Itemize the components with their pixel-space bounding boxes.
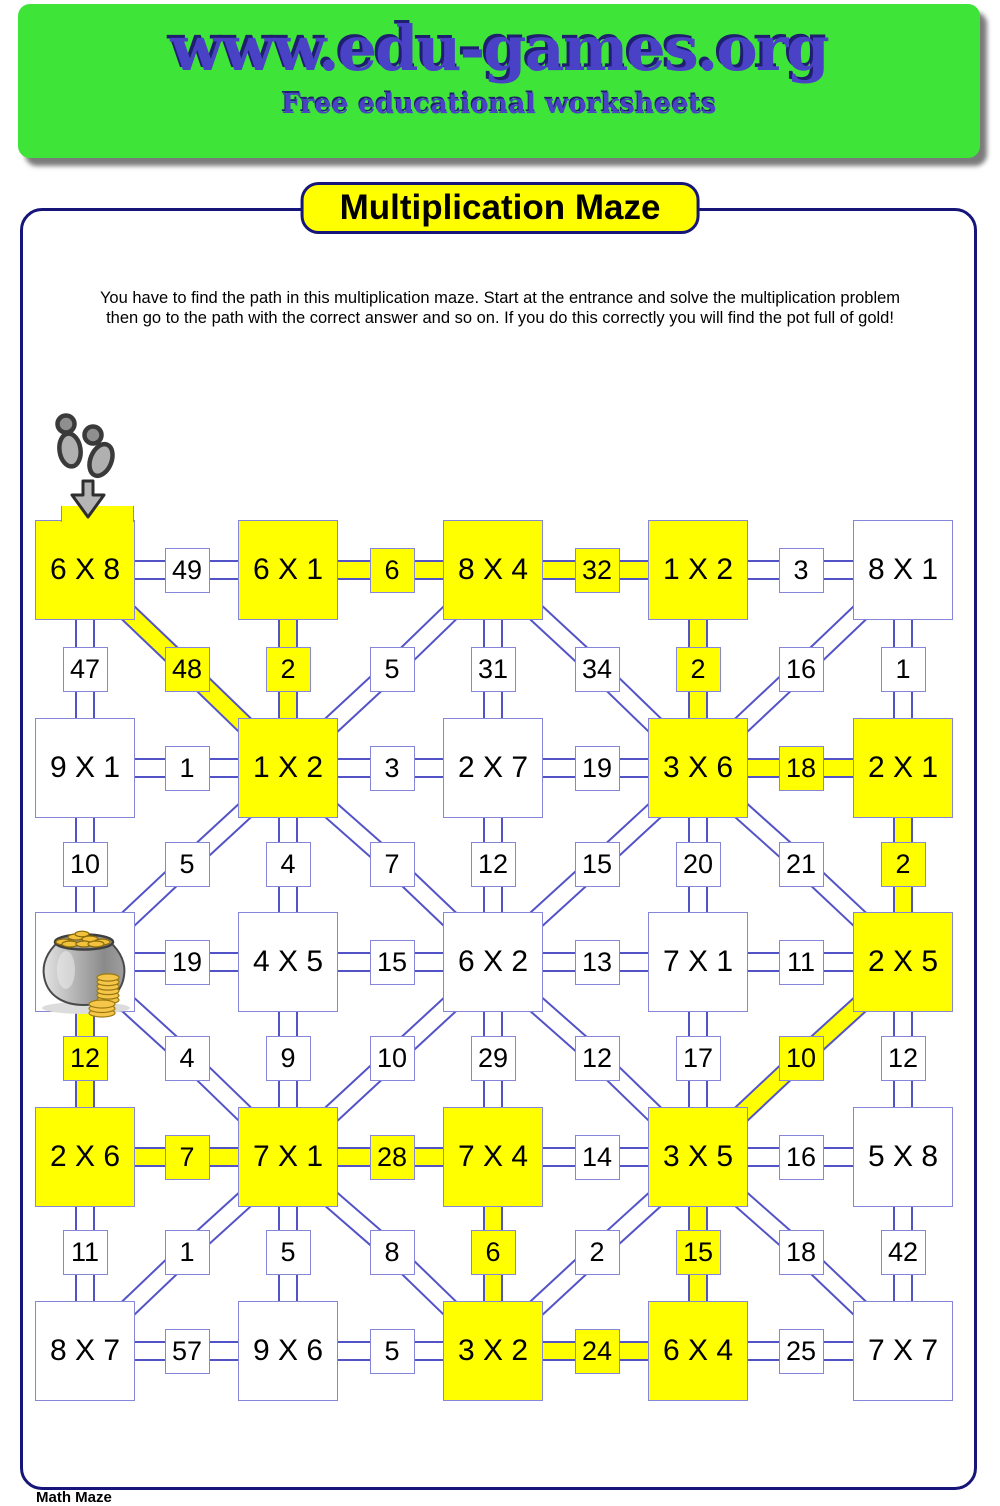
maze-answer-cell-v-3-3: 29 <box>471 1036 516 1081</box>
maze-answer-cell-v-2-5: 2 <box>881 842 926 887</box>
maze-problem-cell-4-1: 2 X 6 <box>35 1107 135 1207</box>
maze-answer-cell-h-3-1: 19 <box>165 940 210 985</box>
maze-answer-cell-v-4-5: 42 <box>881 1230 926 1275</box>
maze-answer-cell-h-3-3: 13 <box>575 940 620 985</box>
maze-answer-cell-v-3-1: 12 <box>63 1036 108 1081</box>
maze-answer-cell-d-2-3: 15 <box>575 842 620 887</box>
down-arrow-icon <box>68 478 108 520</box>
maze-answer-cell-v-1-3: 31 <box>471 647 516 692</box>
maze-answer-cell-v-1-1: 47 <box>63 647 108 692</box>
maze-problem-cell-4-3: 7 X 4 <box>443 1107 543 1207</box>
maze-problem-cell-5-4: 6 X 4 <box>648 1301 748 1401</box>
maze-problem-cell-4-2: 7 X 1 <box>238 1107 338 1207</box>
maze-answer-cell-v-1-2: 2 <box>266 647 311 692</box>
maze-answer-cell-h-1-4: 3 <box>779 548 824 593</box>
maze-answer-cell-d-1-2: 5 <box>370 647 415 692</box>
maze-answer-cell-v-2-1: 10 <box>63 842 108 887</box>
maze-problem-cell-2-3: 2 X 7 <box>443 718 543 818</box>
maze-problem-cell-5-3: 3 X 2 <box>443 1301 543 1401</box>
maze-answer-cell-d-4-1: 1 <box>165 1230 210 1275</box>
maze-answer-cell-d-2-4: 21 <box>779 842 824 887</box>
maze-problem-cell-2-1: 9 X 1 <box>35 718 135 818</box>
pot-of-gold-icon <box>36 918 140 1018</box>
maze-problem-cell-3-5: 2 X 5 <box>853 912 953 1012</box>
maze-answer-cell-d-3-1: 4 <box>165 1036 210 1081</box>
maze-problem-cell-4-5: 5 X 8 <box>853 1107 953 1207</box>
maze-problem-cell-5-2: 9 X 6 <box>238 1301 338 1401</box>
maze-problem-cell-5-1: 8 X 7 <box>35 1301 135 1401</box>
maze-answer-cell-d-3-3: 12 <box>575 1036 620 1081</box>
maze-answer-cell-h-4-1: 7 <box>165 1135 210 1180</box>
maze-answer-cell-d-1-3: 34 <box>575 647 620 692</box>
maze-answer-cell-v-2-4: 20 <box>676 842 721 887</box>
site-title: www.edu-games.org <box>170 12 828 85</box>
maze-answer-cell-v-3-2: 9 <box>266 1036 311 1081</box>
maze-answer-cell-h-2-2: 3 <box>370 746 415 791</box>
maze-answer-cell-v-3-4: 17 <box>676 1036 721 1081</box>
maze-answer-cell-h-4-4: 16 <box>779 1135 824 1180</box>
maze-problem-cell-1-2: 6 X 1 <box>238 520 338 620</box>
maze-answer-cell-h-4-2: 28 <box>370 1135 415 1180</box>
site-banner <box>18 4 980 158</box>
maze-answer-cell-d-2-1: 5 <box>165 842 210 887</box>
maze-problem-cell-2-4: 3 X 6 <box>648 718 748 818</box>
maze-problem-cell-3-4: 7 X 1 <box>648 912 748 1012</box>
maze-answer-cell-v-2-3: 12 <box>471 842 516 887</box>
maze-answer-cell-d-3-4: 10 <box>779 1036 824 1081</box>
maze-problem-cell-1-5: 8 X 1 <box>853 520 953 620</box>
maze-problem-cell-3-2: 4 X 5 <box>238 912 338 1012</box>
maze-problem-cell-5-5: 7 X 7 <box>853 1301 953 1401</box>
maze-answer-cell-h-5-1: 57 <box>165 1329 210 1374</box>
maze-answer-cell-h-4-3: 14 <box>575 1135 620 1180</box>
site-tagline: Free educational worksheets <box>281 89 717 120</box>
maze-answer-cell-h-5-2: 5 <box>370 1329 415 1374</box>
maze-answer-cell-h-2-3: 19 <box>575 746 620 791</box>
maze-answer-cell-d-1-4: 16 <box>779 647 824 692</box>
maze-answer-cell-h-1-3: 32 <box>575 548 620 593</box>
maze-answer-cell-h-2-4: 18 <box>779 746 824 791</box>
maze-answer-cell-d-1-1: 48 <box>165 647 210 692</box>
instructions-text <box>40 288 960 328</box>
maze-answer-cell-d-4-3: 2 <box>575 1230 620 1275</box>
maze-answer-cell-d-3-2: 10 <box>370 1036 415 1081</box>
maze-answer-cell-h-1-2: 6 <box>370 548 415 593</box>
instructions-line-1: You have to find the path in this multiplication maze. Start at the entrance and solve the multiplication problem <box>99 289 901 307</box>
maze-problem-cell-4-4: 3 X 5 <box>648 1107 748 1207</box>
maze-answer-cell-v-4-2: 5 <box>266 1230 311 1275</box>
maze-answer-cell-d-2-2: 7 <box>370 842 415 887</box>
maze-answer-cell-h-5-4: 25 <box>779 1329 824 1374</box>
instructions-line-2: then go to the path with the correct answer and so on. If you do this correctly you will find the pot full of gold! <box>106 309 894 327</box>
maze-answer-cell-v-4-3: 6 <box>471 1230 516 1275</box>
maze-answer-cell-v-2-2: 4 <box>266 842 311 887</box>
maze-problem-cell-1-3: 8 X 4 <box>443 520 543 620</box>
maze-answer-cell-v-3-5: 12 <box>881 1036 926 1081</box>
maze-answer-cell-v-1-4: 2 <box>676 647 721 692</box>
maze-problem-cell-2-2: 1 X 2 <box>238 718 338 818</box>
maze-answer-cell-v-1-5: 1 <box>881 647 926 692</box>
maze-answer-cell-h-5-3: 24 <box>575 1329 620 1374</box>
footprints-icon <box>50 408 128 484</box>
maze-problem-cell-1-4: 1 X 2 <box>648 520 748 620</box>
maze-answer-cell-h-2-1: 1 <box>165 746 210 791</box>
maze-problem-cell-2-5: 2 X 1 <box>853 718 953 818</box>
maze-answer-cell-h-1-1: 49 <box>165 548 210 593</box>
maze-problem-cell-3-3: 6 X 2 <box>443 912 543 1012</box>
maze-answer-cell-v-4-4: 15 <box>676 1230 721 1275</box>
maze-answer-cell-v-4-1: 11 <box>63 1230 108 1275</box>
maze-answer-cell-d-4-4: 18 <box>779 1230 824 1275</box>
maze-answer-cell-h-3-2: 15 <box>370 940 415 985</box>
maze-answer-cell-h-3-4: 11 <box>779 940 824 985</box>
footer-text: Math Maze <box>36 1489 112 1506</box>
maze-problem-cell-1-1: 6 X 8 <box>35 520 135 620</box>
maze-answer-cell-d-4-2: 8 <box>370 1230 415 1275</box>
worksheet-title: Multiplication Maze <box>301 182 700 234</box>
